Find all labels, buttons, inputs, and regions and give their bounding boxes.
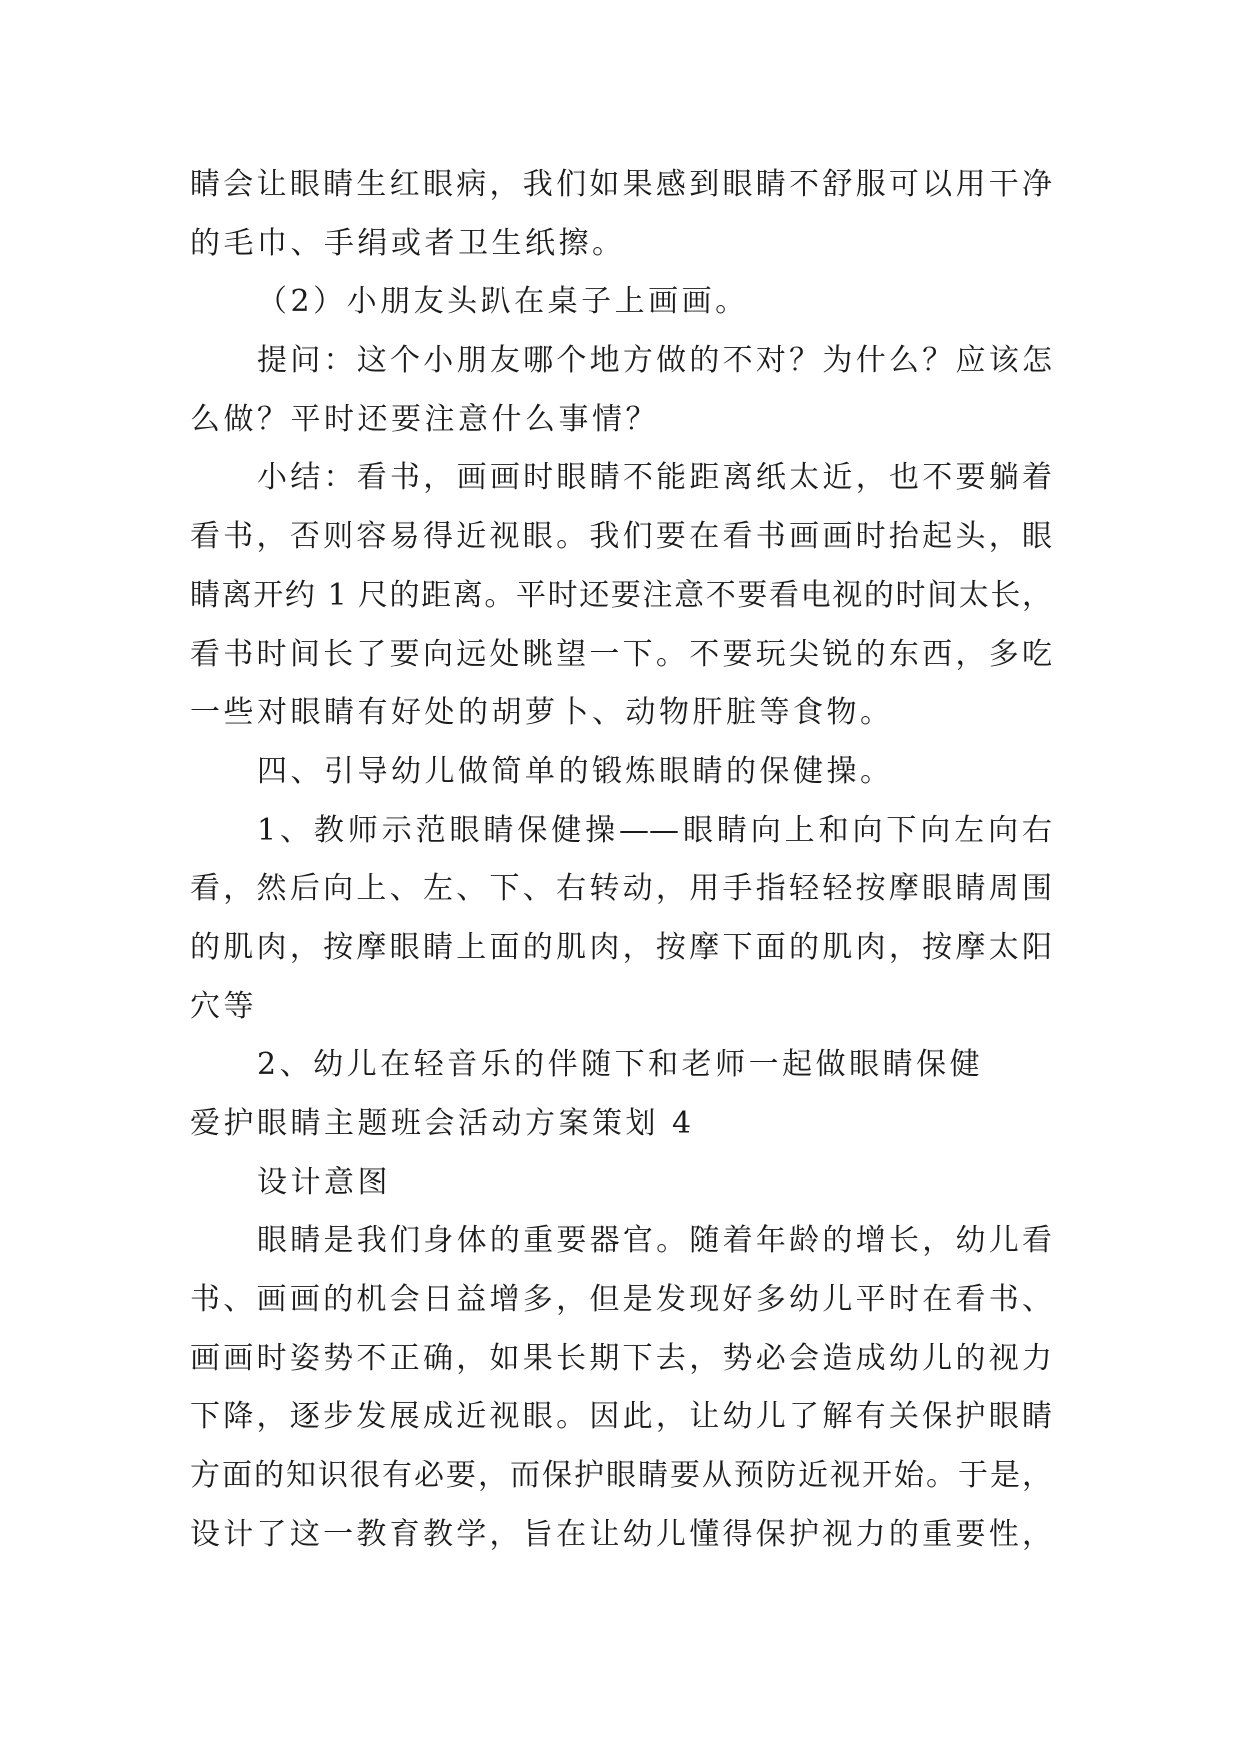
text-line: 睛会让眼睛生红眼病，我们如果感到眼睛不舒服可以用干净 bbox=[190, 167, 1052, 202]
text-line: 下降，逐步发展成近视眼。因此，让幼儿了解有关保护眼睛 bbox=[190, 1399, 1052, 1435]
text-line: 穴等 bbox=[190, 988, 257, 1024]
text-line: 看，然后向上、左、下、右转动，用手指轻轻按摩眼睛周围 bbox=[190, 871, 1052, 907]
paragraph-item-2 bbox=[190, 273, 1052, 332]
text-line: （2）小朋友头趴在桌子上画画。 bbox=[257, 284, 749, 320]
paragraph-design-intent bbox=[190, 1212, 1052, 1564]
paragraph-continued bbox=[190, 156, 1052, 273]
text-line: 睛离开约 1 尺的距离。平时还要注意不要看电视的时间太长， bbox=[190, 577, 1052, 613]
paragraph-summary bbox=[190, 449, 1052, 742]
text-line: 设计了这一教育教学，旨在让幼儿懂得保护视力的重要性， bbox=[190, 1516, 1052, 1552]
text-line: 一些对眼睛有好处的胡萝卜、动物肝脏等食物。 bbox=[190, 695, 894, 731]
paragraph-sub-step-1 bbox=[190, 802, 1052, 1037]
text-line: 的毛巾、手绢或者卫生纸擦。 bbox=[190, 225, 626, 261]
plan-title: 爱护眼睛主题班会活动方案策划 4 bbox=[190, 1106, 695, 1141]
text-line: 的肌肉，按摩眼睛上面的肌肉，按摩下面的肌肉，按摩太阳 bbox=[190, 929, 1052, 965]
text-line: 看书，否则容易得近视眼。我们要在看书画画时抬起头，眼 bbox=[190, 519, 1052, 555]
text-line: 提问：这个小朋友哪个地方做的不对？为什么？应该怎 bbox=[257, 343, 1052, 379]
text-line: 眼睛是我们身体的重要器官。随着年龄的增长，幼儿看 bbox=[257, 1223, 1052, 1259]
section-title-design-intent: 设计意图 bbox=[257, 1164, 391, 1200]
text-line: 方面的知识很有必要，而保护眼睛要从预防近视开始。于是， bbox=[190, 1458, 1052, 1494]
text-line: 2、幼儿在轻音乐的伴随下和老师一起做眼睛保健 bbox=[257, 1047, 984, 1083]
paragraph-sub-step-2 bbox=[190, 1036, 1052, 1095]
text-line: 看书时间长了要向远处眺望一下。不要玩尖锐的东西，多吃 bbox=[190, 636, 1052, 672]
document-body bbox=[190, 156, 1052, 1565]
text-line: 么做？平时还要注意什么事情？ bbox=[190, 401, 659, 437]
text-line: 书、画画的机会日益增多，但是发现好多幼儿平时在看书、 bbox=[190, 1282, 1052, 1318]
text-line: 1、教师示范眼睛保健操——眼睛向上和向下向左向右 bbox=[257, 812, 1052, 848]
text-line: 小结：看书，画画时眼睛不能距离纸太近，也不要躺着 bbox=[257, 460, 1052, 496]
paragraph-question bbox=[190, 332, 1052, 449]
text-line: 四、引导幼儿做简单的锻炼眼睛的保健操。 bbox=[257, 753, 894, 789]
text-line: 画画时姿势不正确，如果长期下去，势必会造成幼儿的视力 bbox=[190, 1340, 1052, 1376]
paragraph-step-4 bbox=[190, 743, 1052, 802]
